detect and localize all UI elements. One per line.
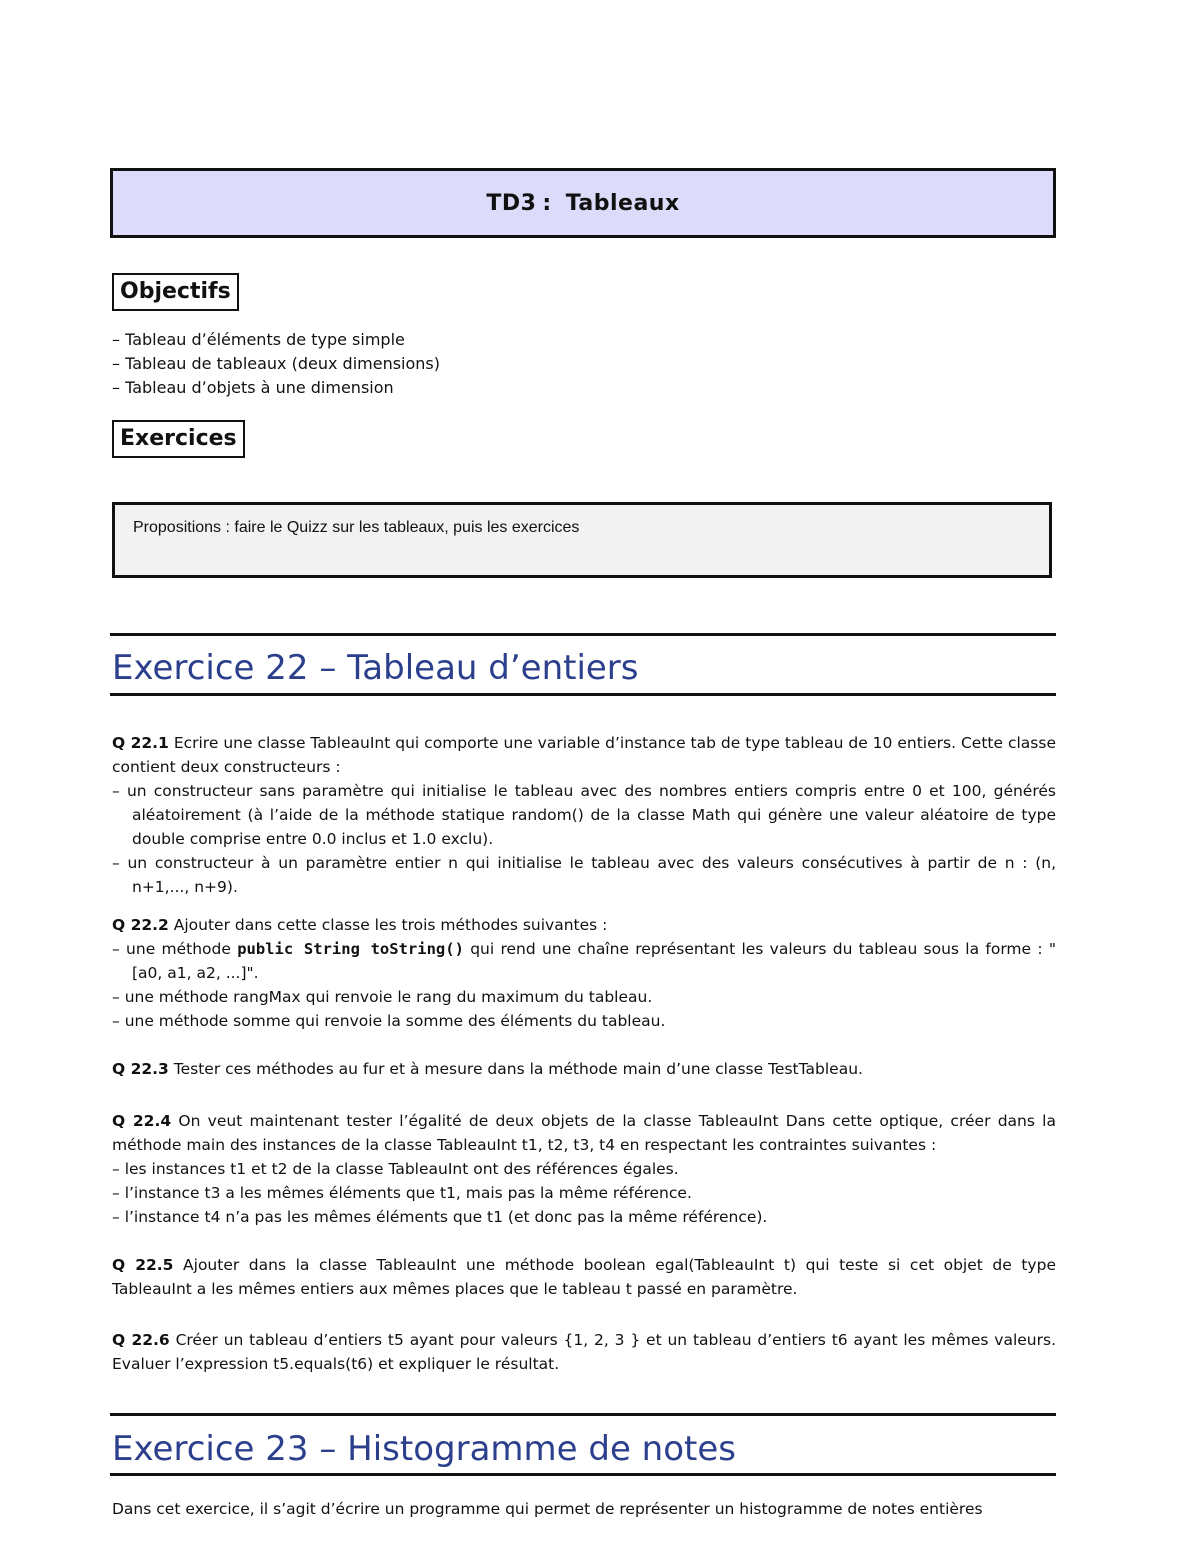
question-text: Créer un tableau d’entiers t5 ayant pour valeurs {1, 2, 3 } et un tableau d’entiers t6 ayant les mêmes valeurs. Evaluer l’expression t5.equals(t6) et expliquer le résultat. [112,1331,1057,1373]
question-item: – l’instance t3 a les mêmes éléments que t1, mais pas la même référence. [112,1181,1056,1205]
objectifs-heading: Objectifs [112,273,239,311]
question-item: – l’instance t4 n’a pas les mêmes éléments que t1 (et donc pas la même référence). [112,1205,1056,1229]
question-text: On veut maintenant tester l’égalité de deux objets de la classe TableauInt Dans cette optique, créer dans la méthode main des instances de la classe TableauInt t1, t2, t3, t4 en respectant les contraintes suivantes : [112,1112,1056,1154]
exercise-top-rule [110,1413,1056,1416]
question-item: – un constructeur à un paramètre entier n qui initialise le tableau avec des valeurs consécutives à partir de n : (n, n+1,..., n+9). [112,851,1056,899]
question-text: Dans cet exercice, il s’agit d’écrire un programme qui permet de représenter un histogramme de notes entières [112,1500,983,1518]
question-item: – un constructeur sans paramètre qui initialise le tableau avec des nombres entiers compris entre 0 et 100, générés aléatoirement (à l’aide de la méthode statique random() de la classe Math qui génère une valeur aléatoire de type double comprise entre 0.0 inclus et 1.0 exclu). [112,779,1056,851]
question-item: – une méthode rangMax qui renvoie le rang du maximum du tableau. [112,985,1056,1009]
code-signature: public String toString() [237,940,464,958]
question-item: – une méthode somme qui renvoie la somme des éléments du tableau. [112,1009,1056,1033]
propositions-box [112,502,1052,578]
question-number: Q 22.4 [112,1112,172,1130]
question-22-3 [112,1057,1056,1081]
question-text: Ajouter dans la classe TableauInt une méthode boolean egal(TableauInt t) qui teste si cet objet de type TableauInt a les mêmes entiers aux mêmes places que le tableau t passé en paramètre. [112,1256,1056,1298]
exercise-23-title: Exercice 23 – Histogramme de notes [112,1429,736,1469]
objectif-item: – Tableau d’objets à une dimension [112,376,440,400]
question-text: Tester ces méthodes au fur et à mesure dans la méthode main d’une classe TestTableau. [173,1060,863,1078]
question-number: Q 22.3 [112,1060,169,1078]
td-separator: : [542,190,552,216]
question-number: Q 22.1 [112,734,169,752]
exercise-top-rule [110,633,1056,636]
exercise-23-intro [112,1497,1056,1521]
question-number: Q 22.5 [112,1256,174,1274]
objectifs-list [112,328,440,400]
question-number: Q 22.2 [112,916,169,934]
question-22-1 [112,731,1056,899]
exercise-22-title: Exercice 22 – Tableau d’entiers [112,648,639,688]
item-prefix: une méthode [126,940,238,958]
td-title-box [110,168,1056,238]
objectif-item: – Tableau d’éléments de type simple [112,328,440,352]
propositions-text: Propositions : faire le Quizz sur les tableaux, puis les exercices [133,519,580,536]
td-code: TD3 [486,190,537,216]
question-number: Q 22.6 [112,1331,170,1349]
question-22-4 [112,1109,1056,1229]
question-text: Ajouter dans cette classe les trois méthodes suivantes : [173,916,608,934]
question-22-2 [112,913,1056,1033]
exercices-heading: Exercices [112,420,245,458]
td-title: Tableaux [565,190,680,216]
item-suffix: qui rend une chaîne représentant les valeurs du tableau sous la forme : "[a0, a1, a2, ...]". [132,940,1057,982]
objectif-item: – Tableau de tableaux (deux dimensions) [112,352,440,376]
question-text: Ecrire une classe TableauInt qui comporte une variable d’instance tab de type tableau de 10 entiers. Cette classe contient deux constructeurs : [112,734,1056,776]
question-22-5 [112,1253,1056,1301]
exercise-bottom-rule [110,1473,1056,1476]
question-item [112,937,1056,985]
question-item: – les instances t1 et t2 de la classe TableauInt ont des références égales. [112,1157,1056,1181]
exercise-bottom-rule [110,693,1056,696]
question-22-6 [112,1328,1056,1376]
